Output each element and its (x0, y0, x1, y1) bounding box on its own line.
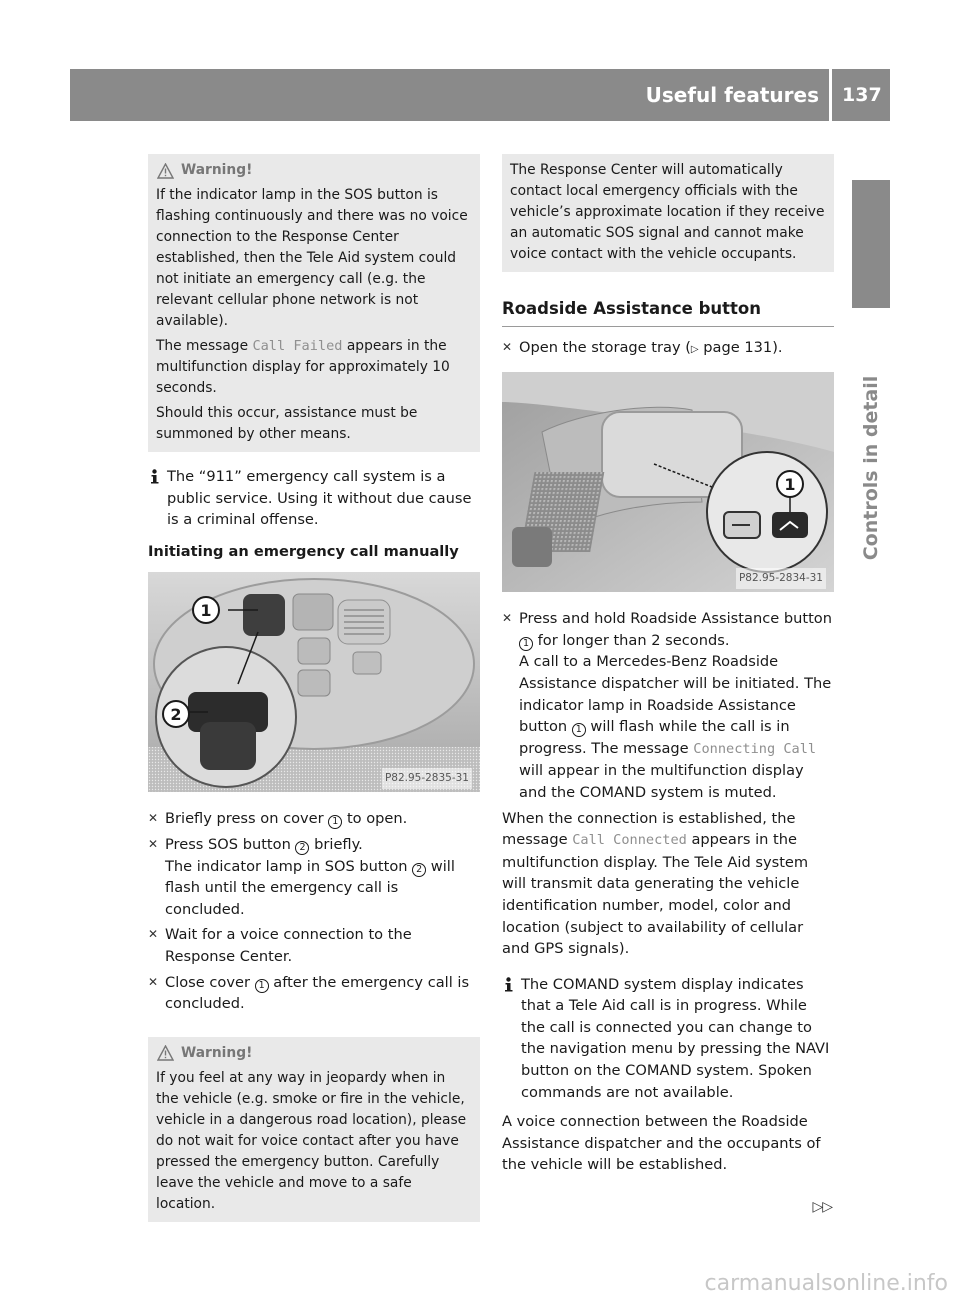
warning-box-1 (148, 154, 480, 452)
display-message-connecting-call: Connecting Call (693, 740, 817, 757)
warning-text-1: If the indicator lamp in the SOS button is flashing continuously and there was no voice connection to the Response Center established, then the Tele Aid system could not initiate an emergency call (e.g. the relevant cellular phone network is not available). (156, 187, 468, 329)
step-item (502, 337, 834, 361)
callout-number: 1 (328, 815, 342, 829)
overhead-panel-illustration (148, 572, 480, 792)
step-text: Wait for a voice connection to the Response Center. (165, 926, 412, 965)
text-segment: Press and hold Roadside Assistance button (519, 610, 832, 628)
callout-number: 2 (295, 841, 309, 855)
step-item (148, 834, 480, 920)
right-column (502, 154, 834, 1176)
text-segment: after the emergency call is concluded. (165, 973, 470, 1013)
watermark: carmanualsonline.info (704, 1271, 948, 1296)
left-column (148, 154, 480, 1222)
text-segment: When the connection is established, the message (502, 809, 796, 849)
info-note-2 (502, 974, 834, 1104)
step-item (148, 972, 480, 1015)
step-arrow-icon: ✕ (148, 836, 159, 851)
display-message-call-connected: Call Connected (572, 832, 687, 849)
warning-title: Warning! (181, 1044, 253, 1061)
info-icon (502, 977, 515, 992)
callout-number: 2 (412, 863, 426, 877)
warning-triangle-icon (157, 163, 174, 179)
warning-box-2 (148, 1037, 480, 1222)
steps-list (148, 808, 480, 1014)
step-arrow-icon: ✕ (502, 339, 513, 354)
page-header (646, 69, 890, 121)
info-icon (148, 469, 161, 484)
warning-text-3: Should this occur, assistance must be summoned by other means. (156, 405, 418, 442)
callout-number: 1 (519, 637, 533, 651)
paragraph: A voice connection between the Roadside Assistance dispatcher and the occupants of the vehicle will be established. (502, 1113, 821, 1174)
figure-code: P82.95-2834-31 (736, 568, 826, 590)
text-segment: Close cover (165, 973, 255, 991)
step-text (519, 608, 834, 803)
side-section-text: Controls in detail (860, 375, 882, 561)
display-message-call-failed: Call Failed (252, 338, 343, 354)
paragraph (502, 808, 834, 960)
page-number: 137 (842, 84, 882, 106)
text-segment: page 131). (698, 338, 783, 356)
text-segment: will flash until the emergency call is concluded. (165, 857, 455, 918)
step-text (165, 808, 480, 830)
callout-1: 1 (200, 601, 212, 621)
callout-number: 1 (572, 723, 586, 737)
text-segment: briefly. (309, 835, 363, 853)
step-arrow-icon: ✕ (148, 811, 159, 826)
step-item (502, 608, 834, 803)
callout-1: 1 (784, 475, 796, 495)
side-section-label (851, 318, 891, 618)
text-segment: Open the storage tray ( (519, 338, 691, 356)
text-segment: Briefly press on cover (165, 810, 329, 828)
text-segment: will appear in the multifunction display and the COMAND system is muted. (519, 762, 804, 801)
side-tab-block (852, 180, 890, 308)
section-heading: Roadside Assistance button (502, 284, 834, 327)
figure-roadside-button (502, 372, 834, 592)
page-title: Useful features (645, 83, 819, 107)
section-subheading: Initiating an emergency call manually (148, 542, 459, 560)
warning-title: Warning! (181, 162, 253, 178)
warning-text-2 (156, 336, 472, 399)
figure-sos-button (148, 572, 480, 792)
warning-heading (156, 160, 472, 181)
text-segment: The message (156, 338, 253, 354)
text-segment: appears in the multifunction display. The Tele Aid system will transmit data generating the vehicle identification number, model, color and location (subject to availability of cellular and GPS signals). (502, 831, 809, 958)
text-segment: A call to a Mercedes-Benz Roadside Assistance dispatcher will be initiated. The indicator lamp in Roadside Assistance button (519, 653, 832, 736)
continued-arrow-icon: ▷▷ (812, 1199, 832, 1215)
step-arrow-icon: ✕ (502, 611, 513, 626)
callout-2: 2 (170, 705, 182, 725)
step-text (519, 337, 834, 361)
info-note-1 (148, 466, 480, 531)
text-segment: appears in the multifunction display for approximately 10 seconds. (156, 338, 450, 396)
step-item (148, 924, 480, 967)
step-arrow-icon: ✕ (148, 974, 159, 989)
page-ref-icon: ▷ (690, 343, 699, 355)
text-segment: to open. (342, 810, 408, 828)
warning-triangle-icon (157, 1045, 174, 1061)
warning-heading (156, 1043, 472, 1064)
figure-code: P82.95-2835-31 (382, 768, 472, 790)
step-text (165, 834, 480, 920)
storage-tray-illustration (502, 372, 834, 592)
step-arrow-icon: ✕ (148, 927, 159, 942)
text-segment: Press SOS button (165, 835, 296, 853)
warning-text: If you feel at any way in jeopardy when in the vehicle (e.g. smoke or fire in the vehicle, vehicle in a dangerous road location), please do not wait for voice contact after you have pressed the emergency button. Carefully leave the vehicle and move to a safe location. (156, 1069, 467, 1212)
callout-number: 1 (255, 979, 269, 993)
note-box: The Response Center will automatically contact local emergency officials with the vehicle’s approximate location if they receive an automatic SOS signal and cannot make voice contact with the vehicle occupants. (502, 154, 834, 272)
step-text (165, 972, 480, 1015)
text-segment: will flash while the call is in progress. The message (519, 718, 790, 757)
info-text: The COMAND system display indicates that a Tele Aid call is in progress. While the call is connected you can change to the navigation menu by pressing the NAVI button on the COMAND system. Spoken commands are not available. (521, 975, 830, 1101)
text-segment: for longer than 2 seconds. (533, 631, 730, 649)
step-item (148, 808, 480, 830)
text-segment: The indicator lamp in SOS button (165, 857, 413, 875)
info-text: The “911” emergency call system is a public service. Using it without due cause is a criminal offense. (167, 468, 472, 529)
